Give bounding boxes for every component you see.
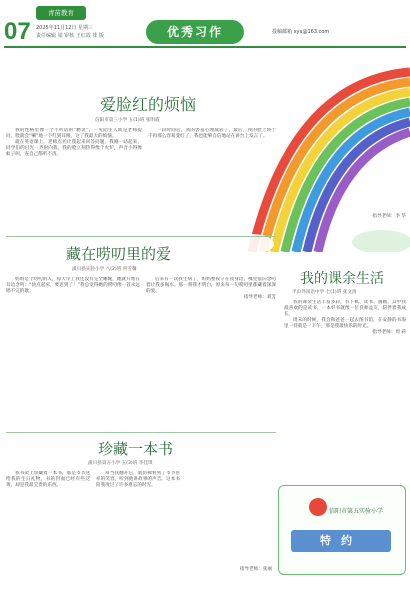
article-signature: 指导老师：张丽 xyxy=(239,567,272,572)
article-title: 爱脸红的烦恼 xyxy=(100,95,197,114)
article-column xyxy=(284,300,406,478)
school-logo-icon xyxy=(309,498,327,516)
article-column xyxy=(6,471,90,583)
article-paragraph: 我的课余生活丰富多彩，有下棋、读书、画画，其中我最喜欢的是读书，一本好书就像一位良师益友，陪伴着我成长。 xyxy=(284,300,406,318)
page-header xyxy=(0,0,410,50)
sponsor-label: 特约 xyxy=(291,530,391,552)
editor-credits: 责任编辑 梁 审核 王红霞 排 版 xyxy=(36,33,104,39)
article-paragraph: 我的性格里像一个不听话的“精灵”，一见陌生人或是老师提问，脸就会“唰”地一下红到耳根，这了我最大的烦恼。 xyxy=(6,128,142,140)
article-byline: 潢川县实验小学 八(2)班 何雪馨 xyxy=(72,267,137,272)
brand-logo: 青苗教育 xyxy=(36,6,86,20)
sponsor-name: 信阳市第五实验小学 xyxy=(329,508,384,515)
article-byline: 信阳市第三小学 五(1)班 张明霞 xyxy=(95,118,160,123)
article-paragraph: 妈妈是个唠叨的人，每天早上我还没有完全睡醒，她就开始在耳边念叨：“快点起床，要迟到了！”我总觉得她的唠叨像一首永远唱不完的歌。 xyxy=(6,277,140,295)
article-column xyxy=(6,128,142,226)
article-title: 藏在唠叨里的爱 xyxy=(66,245,172,263)
article-column xyxy=(284,150,406,230)
sponsor-card xyxy=(278,485,406,575)
article-column xyxy=(6,277,140,427)
article-paragraph: 就在英语课上，老师点名让我起来回答问题，我刚一站起来，同学们的目光一齐射向我，我的脸立刻热得像个火炉，声音小得像蚊子叫，连自己都听不清。 xyxy=(6,140,142,158)
article-column xyxy=(96,471,180,583)
article-paragraph: 周末的时候，我会和爸爸一起去图书馆，在安静的书海里一待就是一下午，那是我最快乐的时光。 xyxy=(284,318,406,330)
article-column xyxy=(186,471,272,583)
article-byline: 潢川县第五小学 五(3)班 李佳琪 xyxy=(88,461,153,466)
page-number: 07 xyxy=(4,18,31,45)
article-paragraph: 每当我翻开它，就仿佛看到了爷爷慈祥的笑容，听到他讲故事的声音。这本书陪我度过了许多难忘的时光。 xyxy=(96,471,180,489)
contact-email: 投稿邮箱 xyx@163.com xyxy=(272,29,330,35)
section-divider xyxy=(6,236,276,237)
article-signature: 指导老师：周 莉 xyxy=(372,330,406,336)
article-column xyxy=(148,128,276,226)
article-paragraph: 一段时间后，我的害羞心理减轻了，最后，我的脸上终于不再那么容易变红了，我也能够自信地站在讲台上发言了。 xyxy=(148,128,276,140)
article-paragraph: 我书架上珍藏着一本书，那是爷爷送给我的生日礼物，书的封面已经有些泛黄，却是我最宝贵的东西。 xyxy=(6,471,90,489)
section-title: 优秀习作 xyxy=(146,20,244,44)
header-divider xyxy=(4,46,406,48)
article-title: 我的课余生活 xyxy=(300,271,384,287)
article-byline: 平山外国语中学 七(1)班 张文清 xyxy=(292,290,357,295)
article-column xyxy=(146,277,276,427)
article-paragraph: 后来有一次我生病了，妈妈整夜守在我身边，嘴里依旧念叨着让我多喝水。那一刻我才明白，原来每一句唠叨里都藏着深深的爱。 xyxy=(146,277,276,295)
article-signature: 指导老师：刘芳 xyxy=(243,295,276,301)
article-title: 珍藏一本书 xyxy=(98,440,174,458)
section-divider xyxy=(6,432,276,433)
article-signature: 指导老师：李 华 xyxy=(372,214,406,219)
issue-date: 2025年11月12日 星期三 xyxy=(36,25,94,31)
